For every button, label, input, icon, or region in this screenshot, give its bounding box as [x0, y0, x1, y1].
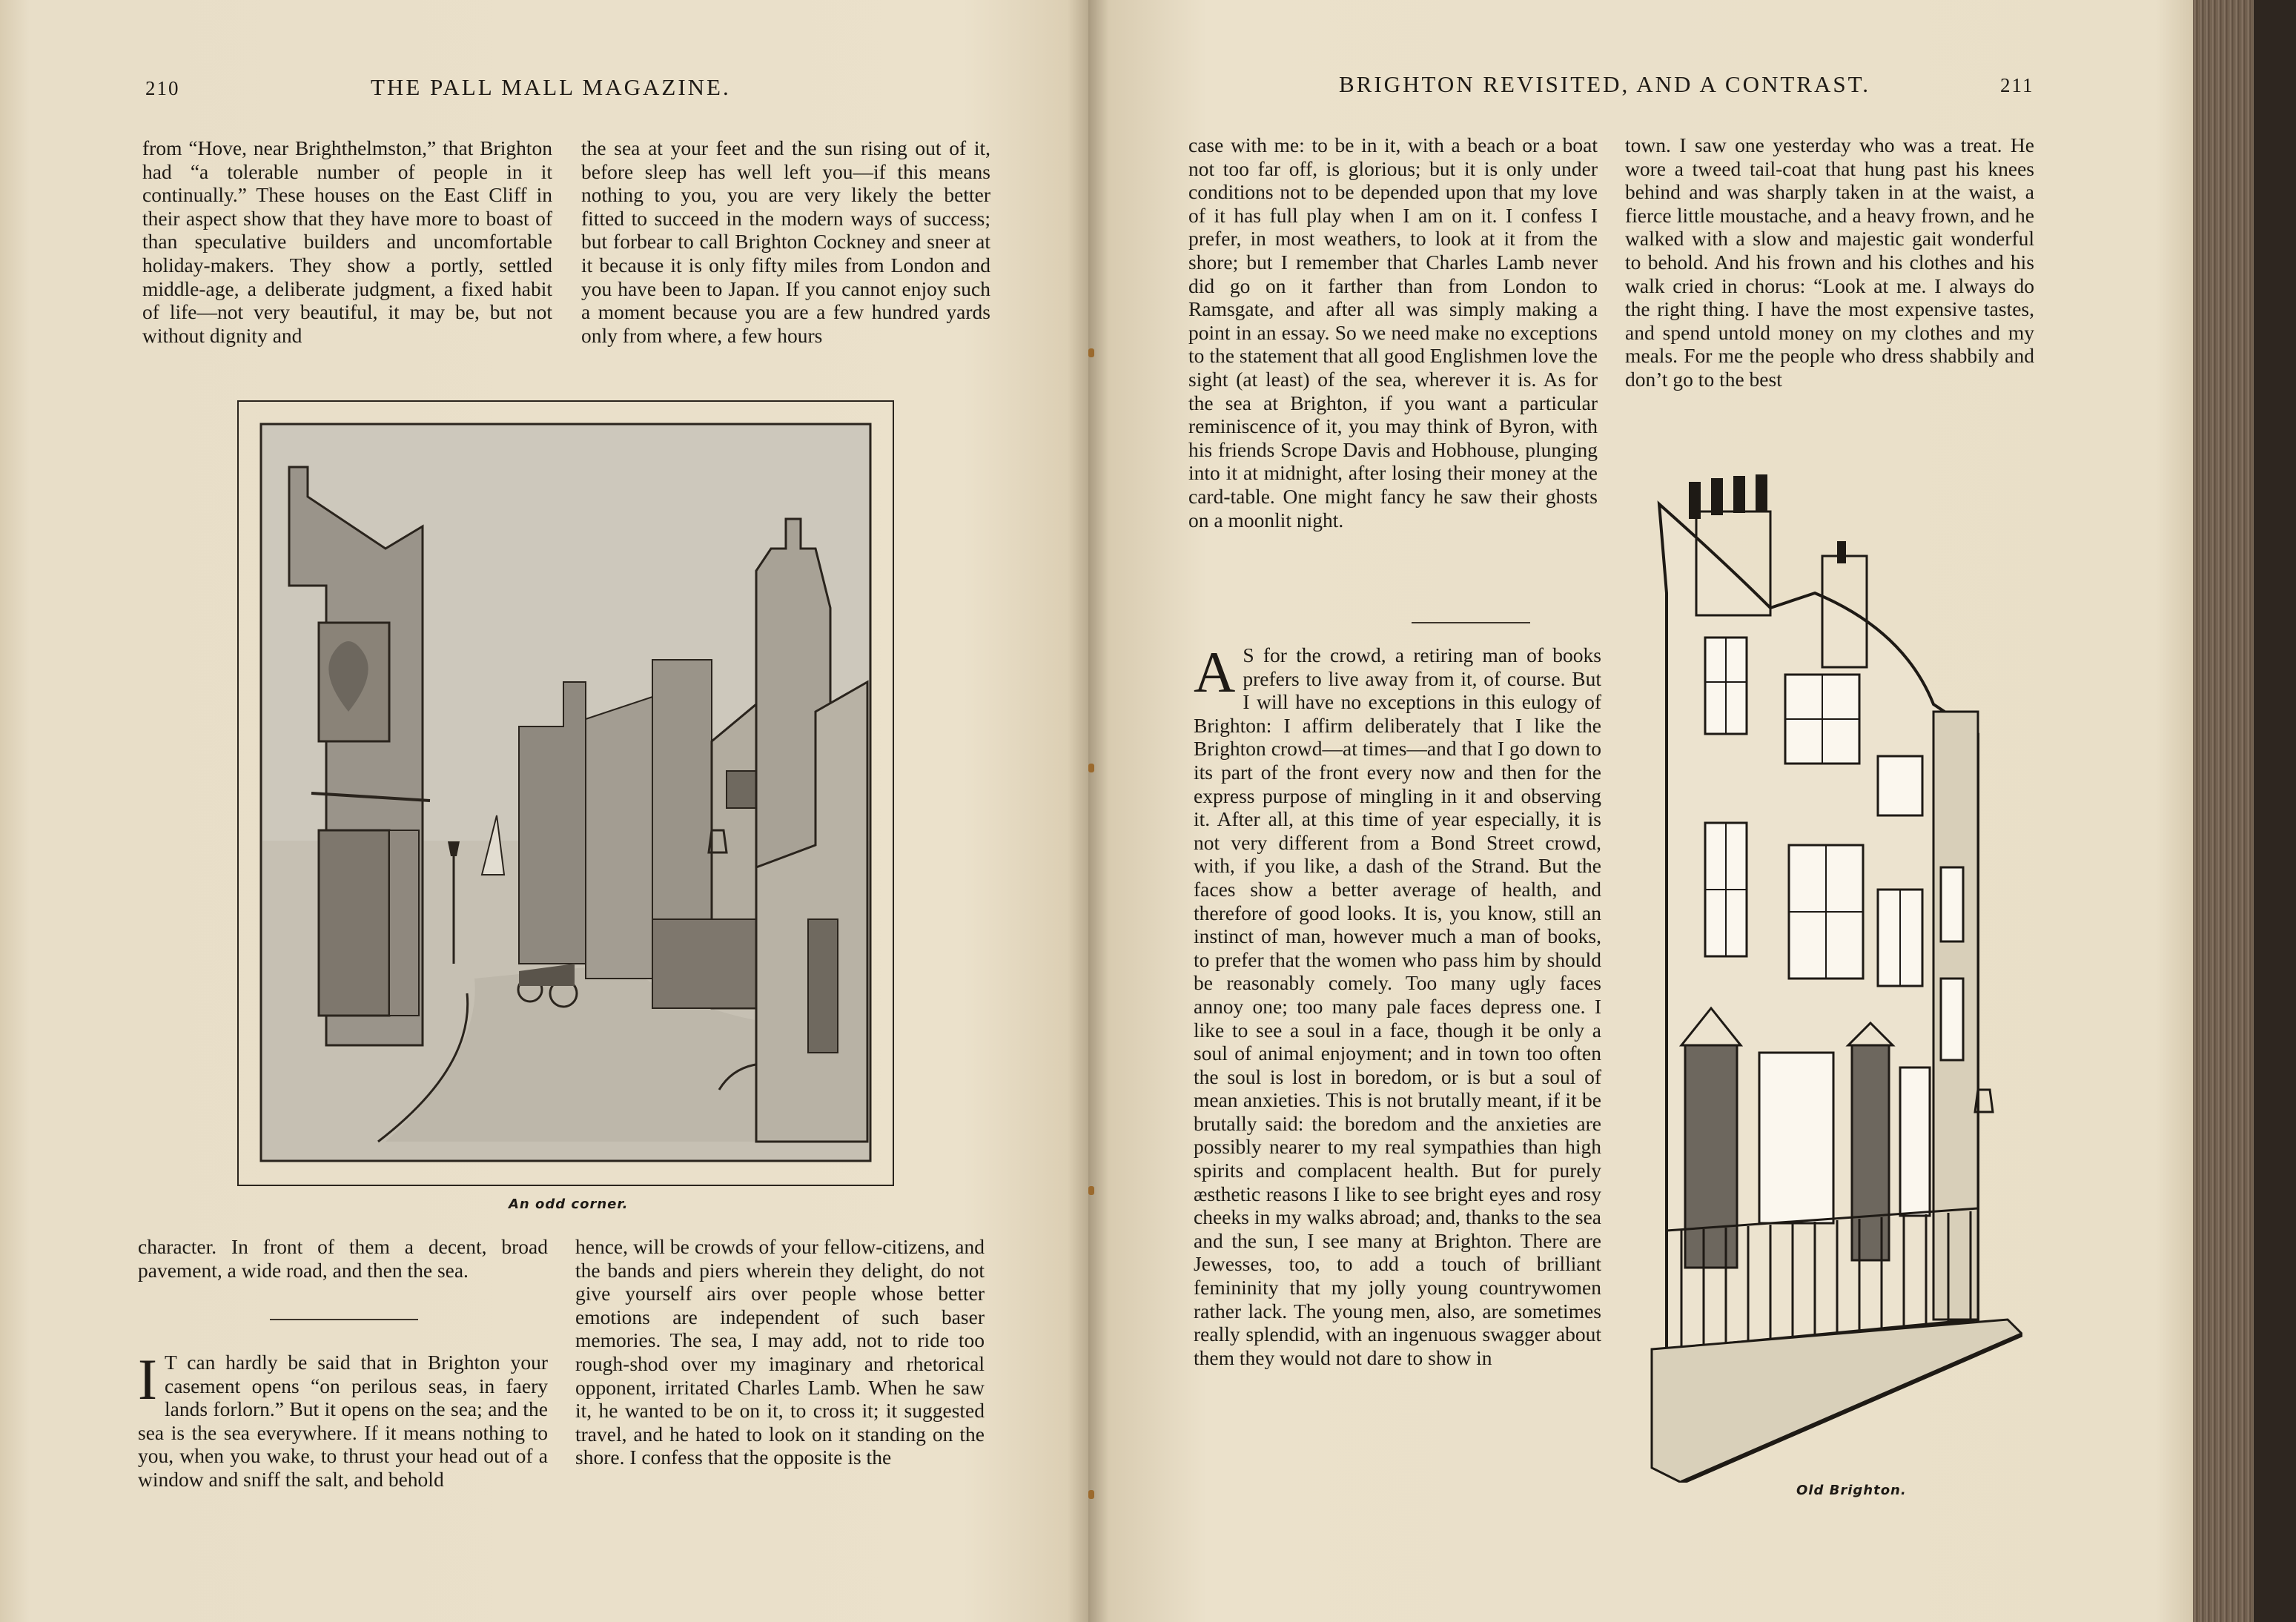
section-divider — [1412, 622, 1530, 623]
page-number: 210 — [145, 77, 180, 99]
text-column-1-section — [138, 1347, 548, 1492]
text-column-2-top — [581, 136, 990, 347]
text-column-1-bottom — [138, 1235, 548, 1282]
text-column-1-top — [142, 136, 552, 347]
paragraph: I T can hardly be said that in Brighton your casement opens “on perilous seas, in faery lands forlorn.” But it opens on the sea; and the sea is the sea everywhere. If it means nothing to you, when you wake, to thrust your head out of a window and sniff the salt, and behold — [138, 1347, 548, 1491]
text-column-1-top — [1188, 133, 1598, 532]
paragraph: the sea at your feet and the sun rising out of it, before sleep has well left you—if this means nothing to you, you are very likely the better fitted to succeed in the modern ways of success; but forbear to call Brighton Cockney and sneer at it because it is only fifty miles from London and you have been to Japan. If you cannot enjoy such a moment because you are a few hundred yards only from where, a few hours — [581, 136, 990, 347]
figure-caption: Old Brighton. — [1796, 1483, 1907, 1498]
paragraph: character. In front of them a decent, broad pavement, a wide road, and then the sea. — [138, 1235, 548, 1282]
binding-thread — [1088, 1490, 1094, 1499]
illustration-odd-corner — [237, 400, 894, 1186]
text-column-1-section — [1194, 640, 1601, 1369]
drop-cap: I — [138, 1347, 157, 1411]
text-column-2-bottom — [575, 1235, 985, 1469]
paragraph: case with me: to be in it, with a beach or a boat not too far off, is glorious; but it is only under conditions not to be depended upon that my love of it has full play when I am on it. I confess I prefer, in most weathers, to look at it from the shore; but I remember that Charles Lamb never did go on it farther than from London to Ramsgate, and after all was simply making a point in an essay. So we need make no exceptions to the statement that all good Englishmen love the sight (at least) of the sea, wherever it is. As for the sea at Brighton, if you want a particular reminiscence of it, you may think of Byron, with his friends Scrope Davis and Hobhouse, plunging into it at midnight, after losing their money at the card-table. One might fancy he saw their ghosts on a moonlit night. — [1188, 133, 1598, 532]
figure-caption: An odd corner. — [509, 1196, 629, 1212]
right-page — [1088, 0, 2193, 1622]
paragraph: from “Hove, near Brighthelmston,” that Brighton had “a tolerable number of people in it continually.” These houses on the East Cliff in their aspect show that they have more to boast of than speculative builders and uncomfortable holiday-makers. They show a portly, settled middle-age, a deliberate judgment, a fixed habit of life—not very beautiful, it may be, but not without dignity and — [142, 136, 552, 347]
drop-cap: A — [1194, 640, 1236, 704]
left-page — [0, 0, 1088, 1622]
running-head: THE PALL MALL MAGAZINE. — [371, 74, 731, 100]
text-column-2-top — [1625, 133, 2034, 391]
paragraph: A S for the crowd, a retiring man of books prefers to live away from it, of course. But I will have no exceptions in this eulogy of Brighton: I affirm deliberately that I like the Brighton crowd—at times—and that I go down to its part of the front every now and then for the express purpose of mingling in it and observing it. After all, at this time of year especially, it is not very different from a Bond Street crowd, with, if you like, a dash of the Strand. But the faces show a better average of health, and therefore of good looks. It is, you know, still an instinct of man, however much a man of books, to prefer that the women who pass him by should be reasonably comely. Too many ugly faces annoy one; too many pale faces depress one. I like to see a soul in a face, though it be only a soul of animal enjoyment; and in town too often the soul is lost in boredom, or is but a soul of mean anxieties. This is not brutally meant, if it be brutally said: the boredom and the anxieties are possibly nearer to my real sympathies than high spirits and complacent health. But for purely æsthetic reasons I like to see bright eyes and rosy cheeks in my walks abroad; and, thanks to the sea and the sun, I see many at Brighton. There are Jewesses, too, to add a touch of brilliant femininity that my jolly young countrywomen rather lack. The young men, also, are sometimes really splendid, with an ingenuous swagger about them they would not dare to show in — [1194, 640, 1601, 1369]
section-divider — [270, 1319, 418, 1320]
binding-thread — [1088, 1186, 1094, 1195]
page-number: 211 — [2000, 74, 2034, 96]
book-cover-edge — [2254, 0, 2296, 1622]
paragraph: hence, will be crowds of your fellow-citizens, and the bands and piers wherein they delight, do not give yourself airs over people whose better emotions are independent of such baser memories. The sea, I may add, not to ride too rough-shod over my imaginary and rhetorical opponent, irritated Charles Lamb. When he saw it, he wanted to be on it, to cross it; it suggested travel, and he hated to look on it standing on the shore. I confess that the opposite is the — [575, 1235, 985, 1469]
paragraph: town. I saw one yesterday who was a treat. He wore a tweed tail-coat that hung past his knees behind and was sharply taken in at the waist, a fierce little moustache, and a heavy frown, and he walked with a slow and majestic gait wonderful to behold. And his frown and his clothes and his walk cried in chorus: “Look at me. I always do the right thing. I have the most expensive tastes, and spend untold money on my clothes and my meals. For me the people who dress shabbily and don’t go to the best — [1625, 133, 2034, 391]
binding-thread — [1088, 348, 1094, 357]
illustration-old-brighton — [1637, 460, 2022, 1483]
running-head: BRIGHTON REVISITED, AND A CONTRAST. — [1339, 71, 1870, 97]
binding-thread — [1088, 764, 1094, 772]
